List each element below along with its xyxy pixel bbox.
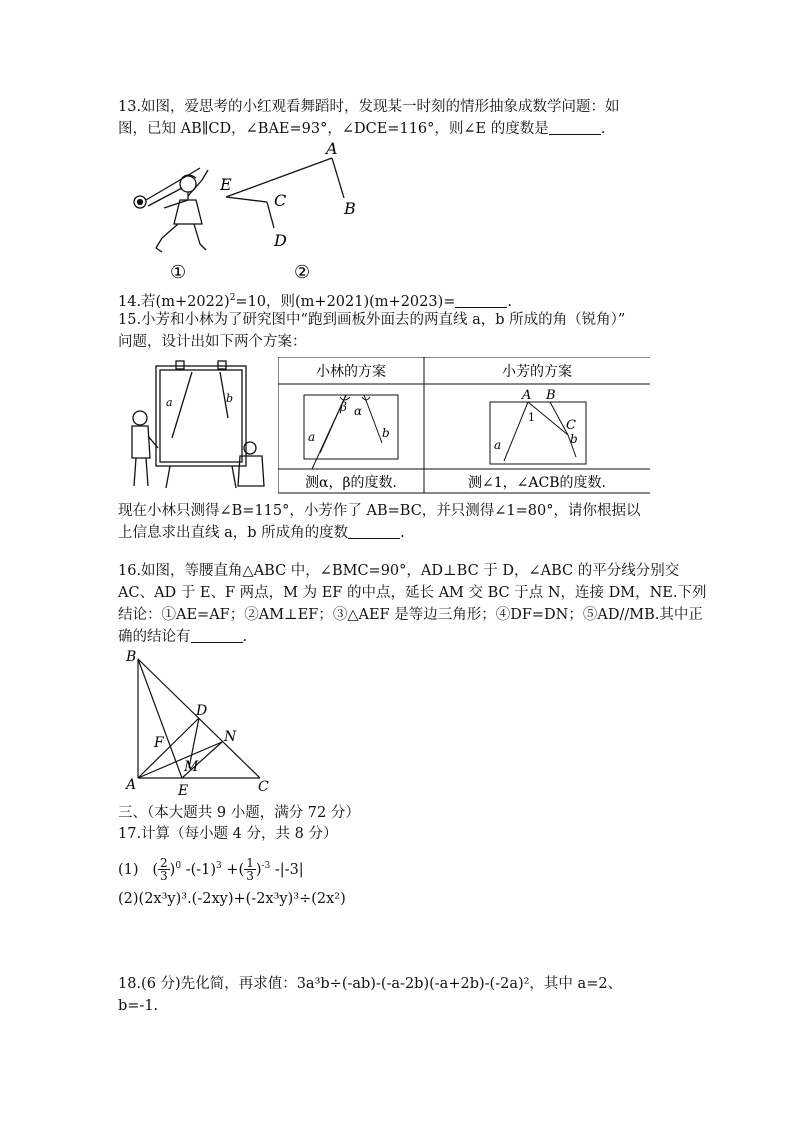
q13-figure xyxy=(122,140,372,285)
label-B: B xyxy=(344,199,356,218)
q14-exponent: 2 xyxy=(229,293,236,303)
fraction-1-3: $\frac{1}{3}$ xyxy=(246,856,254,884)
q18-line2: b=-1. xyxy=(118,998,159,1014)
q15-line4 xyxy=(118,523,405,543)
q17-title: 17.计算（每小题 4 分，共 8 分） xyxy=(118,826,338,842)
right-label-a: a xyxy=(494,438,502,452)
answer-blank xyxy=(348,524,400,539)
q15-line3: 现在小林只测得∠B=115°，小芳作了 AB=BC，并只测得∠1=80°，请你根据以 xyxy=(118,503,641,519)
q16-line3: 结论：①AE=AF；②AM⊥EF；③△AEF 是等边三角形；④DF=DN；⑤AD//MB.其中正 xyxy=(118,607,703,623)
tri-label-F: F xyxy=(154,735,164,751)
board-label-a: a xyxy=(166,396,173,409)
dancer-illustration xyxy=(134,168,208,252)
answer-blank xyxy=(191,628,243,643)
q14-line xyxy=(118,288,512,312)
q13-line2 xyxy=(118,119,605,139)
board-label-b: b xyxy=(226,392,234,405)
table-head-left: 小林的方案 xyxy=(316,364,386,380)
label-E: E xyxy=(220,175,232,194)
right-label-C: C xyxy=(566,418,576,433)
q17-part2: (2)(2x³y)³.(-2xy)+(-2x³y)³÷(2x²) xyxy=(118,891,346,907)
q18-line1: 18.(6 分)先化简，再求值：3a³b÷(-ab)-(-a-2b)(-a+2b)-(-2a)²，其中 a=2、 xyxy=(118,976,623,992)
drawing-board-illustration xyxy=(122,358,274,498)
q16-text: 确的结论有 xyxy=(118,629,191,645)
tri-label-N: N xyxy=(224,729,237,745)
table-foot-right: 测∠1，∠ACB的度数. xyxy=(468,475,606,491)
q15-line2: 问题，设计出如下两个方案： xyxy=(118,334,307,350)
q15-text: 上信息求出直线 a，b 所成角的度数 xyxy=(118,525,349,541)
right-label-b: b xyxy=(570,432,578,446)
tri-label-E: E xyxy=(178,783,189,797)
q14-text-pre: 14.若(m+2022) xyxy=(118,293,230,310)
q15-end: . xyxy=(400,525,405,541)
q14-end: . xyxy=(507,293,513,310)
label-beta: β xyxy=(340,400,347,414)
left-label-b: b xyxy=(382,426,390,440)
tri-label-A: A xyxy=(126,777,137,793)
label-C: C xyxy=(274,191,287,210)
section-heading: 三、（本大题共 9 小题，满分 72 分） xyxy=(118,805,360,821)
label-alpha: α xyxy=(354,404,363,418)
q15-solution-table xyxy=(278,357,650,494)
label-D: D xyxy=(274,231,287,250)
right-label-B: B xyxy=(546,388,556,403)
right-label-A: A xyxy=(522,388,532,403)
q17-part1: (1) ( $\frac{2}{3}$ )$^0$ $-(-1)^3$ +( $\frac{1}{3}$ )$^{-3}$ -|-3| xyxy=(118,856,304,884)
fig-label-1: ① xyxy=(170,262,187,283)
q13-line1: 13.如图，爱思考的小红观看舞蹈时，发现某一时刻的情形抽象成数学问题：如 xyxy=(118,99,620,115)
q16-line1: 16.如图，等腰直角△ABC 中，∠BMC=90°，AD⊥BC 于 D，∠ABC 的平分线分别交 xyxy=(118,563,680,579)
q16-line4 xyxy=(118,627,247,647)
left-label-a: a xyxy=(308,430,316,444)
tri-label-C: C xyxy=(258,779,269,795)
tri-label-M: M xyxy=(184,759,199,775)
q16-end: . xyxy=(242,629,248,645)
tri-label-D: D xyxy=(196,703,208,719)
q16-triangle-figure xyxy=(122,645,282,797)
answer-blank xyxy=(549,120,601,135)
tri-label-B: B xyxy=(126,649,137,665)
part-label-1: (1) xyxy=(118,861,139,878)
q15-line1: 15.小芳和小林为了研究图中“跑到画板外面去的两直线 a，b 所成的角（锐角）” xyxy=(118,312,626,328)
q14-text-mid: =10，则(m+2021)(m+2023)= xyxy=(235,293,456,310)
q13-text: 图，已知 AB∥CD，∠BAE=93°，∠DCE=116°，则∠E 的度数是 xyxy=(118,121,549,137)
fraction-2-3: $\frac{2}{3}$ xyxy=(160,856,168,884)
q13-end: . xyxy=(600,121,606,137)
fig-label-2: ② xyxy=(294,262,311,283)
table-foot-left: 测α，β的度数. xyxy=(305,475,397,491)
label-A: A xyxy=(326,140,338,158)
answer-blank xyxy=(455,293,507,308)
right-label-1: 1 xyxy=(528,411,535,424)
q16-line2: AC、AD 于 E、F 两点，M 为 EF 的中点，延长 AM 交 BC 于点 N，连接 DM，NE.下列 xyxy=(118,585,707,601)
table-head-right: 小芳的方案 xyxy=(502,364,572,380)
